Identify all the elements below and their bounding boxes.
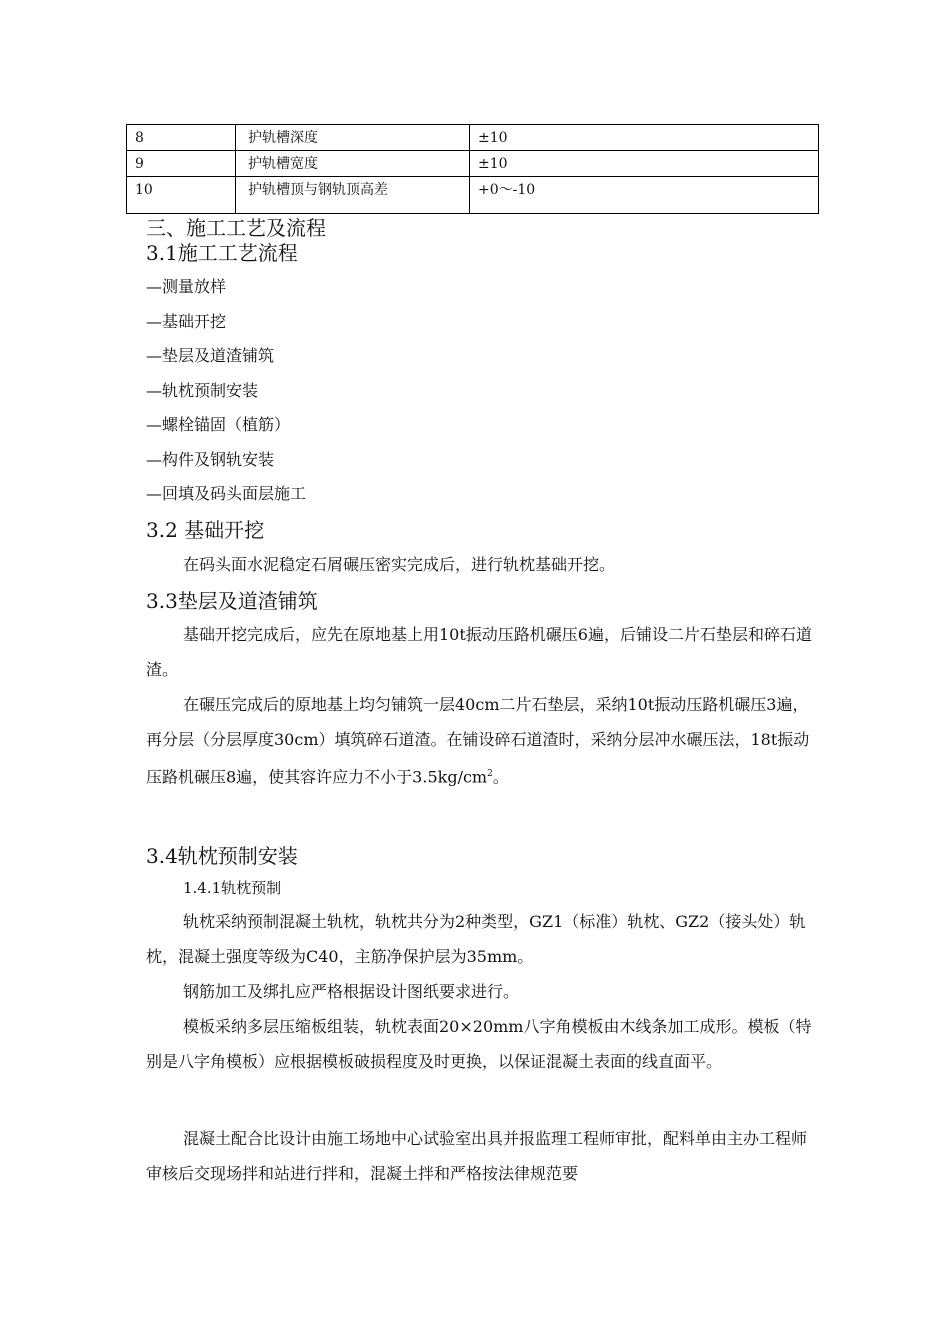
process-step: —垫层及道渣铺筑 bbox=[146, 346, 275, 365]
paragraph: 基础开挖完成后，应先在原地基上用10t振动压路机碾压6遍，后铺设二片石垫层和碎石道渣。 bbox=[146, 625, 812, 679]
paragraph: 混凝土配合比设计由施工场地中心试验室出具并报监理工程师审批，配料单由主办工程师审核后交现场拌和站进行拌和，混凝土拌和严格按法律规范要 bbox=[146, 1129, 808, 1183]
paragraph: 轨枕采纳预制混凝土轨枕，轨枕共分为2种类型，GZ1（标准）轨枕、GZ2（接头处）轨枕，混凝土强度等级为C40，主筋净保护层为35mm。 bbox=[146, 912, 806, 966]
row-value: ±10 bbox=[470, 151, 819, 177]
process-step: —回填及码头面层施工 bbox=[146, 484, 307, 503]
row-item: 护轨槽宽度 bbox=[236, 151, 470, 177]
process-step: —轨枕预制安装 bbox=[146, 381, 259, 400]
row-value: ±10 bbox=[470, 125, 819, 151]
section-3-4-heading: 3.4轨枕预制安装 bbox=[146, 844, 298, 868]
table-row bbox=[127, 125, 819, 151]
table-row bbox=[127, 151, 819, 177]
superscript: 2 bbox=[487, 769, 493, 779]
row-number: 10 bbox=[127, 177, 236, 214]
tolerance-table bbox=[126, 124, 819, 214]
process-step: —测量放样 bbox=[146, 277, 227, 296]
row-item: 护轨槽顶与钢轨顶高差 bbox=[236, 177, 470, 214]
paragraph bbox=[146, 687, 814, 794]
paragraph-text: 在碾压完成后的原地基上均匀铺筑一层40cm二片石垫层，采纳10t振动压路机碾压3遍，再分层（分层厚度30cm）填筑碎石道渣。在铺设碎石道渣时，采纳分层冲水碾压法，18t振动压路机碾压8遍，使其容许应力不小于3.5kg/cm bbox=[146, 695, 810, 787]
section-3-heading: 三、施工工艺及流程 bbox=[146, 216, 326, 240]
row-item: 护轨槽深度 bbox=[236, 125, 470, 151]
row-number: 9 bbox=[127, 151, 236, 177]
process-step: —螺栓锚固（植筋） bbox=[146, 415, 291, 434]
process-step: —基础开挖 bbox=[146, 312, 227, 331]
row-number: 8 bbox=[127, 125, 236, 151]
paragraph-end: 。 bbox=[492, 767, 509, 787]
section-3-3-heading: 3.3垫层及道渣铺筑 bbox=[146, 589, 318, 613]
paragraph: 钢筋加工及绑扎应严格根据设计图纸要求进行。 bbox=[183, 982, 520, 1001]
paragraph: 在码头面水泥稳定石屑碾压密实完成后，进行轨枕基础开挖。 bbox=[183, 555, 616, 574]
section-3-1-heading: 3.1施工工艺流程 bbox=[146, 241, 298, 265]
paragraph: 模板采纳多层压缩板组装，轨枕表面20×20mm八字角模板由木线条加工成形。模板（特别是八字角模板）应根据模板破损程度及时更换，以保证混凝土表面的线直面平。 bbox=[146, 1017, 812, 1071]
row-value: +0～-10 bbox=[470, 177, 819, 214]
table-row bbox=[127, 177, 819, 214]
process-step: —构件及钢轨安装 bbox=[146, 450, 275, 469]
section-3-2-heading: 3.2 基础开挖 bbox=[146, 518, 265, 542]
subsection-heading: 1.4.1轨枕预制 bbox=[183, 879, 282, 897]
